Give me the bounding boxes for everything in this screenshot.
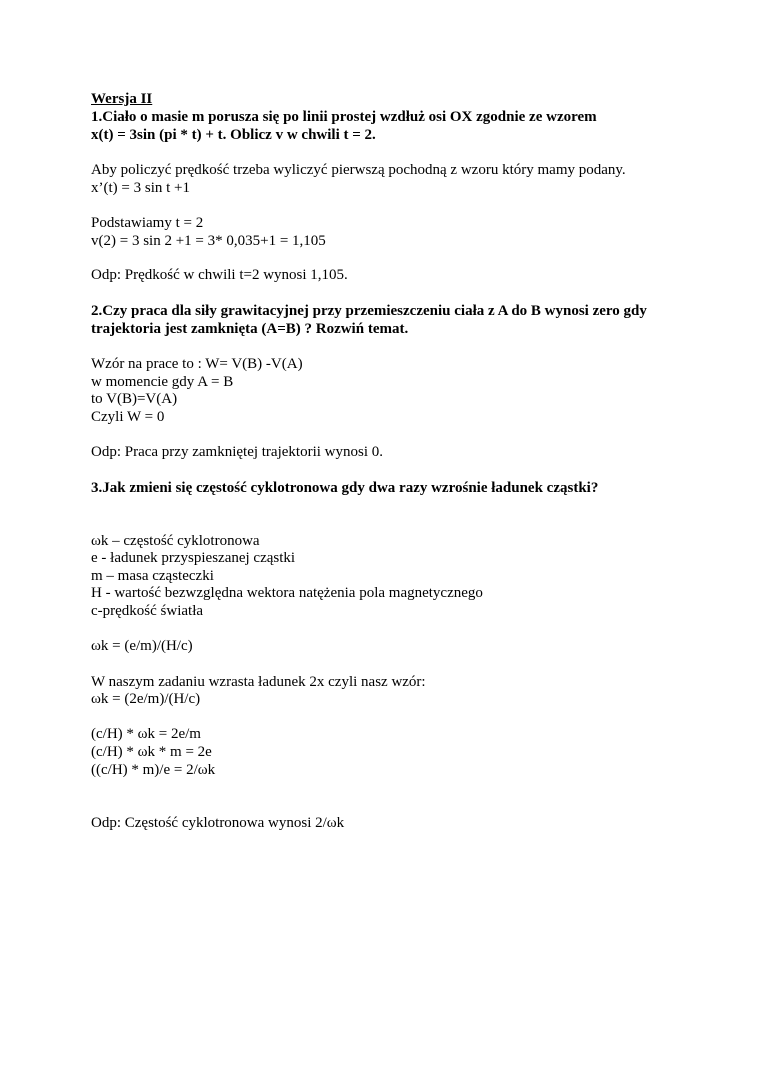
- q3-definition: m – masa cząsteczki: [91, 568, 214, 584]
- q1-heading-line-1: 1.Ciało o masie m porusza się po linii prostej wzdłuż osi OX zgodnie ze wzorem: [91, 109, 597, 125]
- q3-definition: ωk – częstość cyklotronowa: [91, 533, 260, 549]
- q3-formula: ωk = (e/m)/(H/c): [91, 638, 193, 654]
- version-title: Wersja II: [91, 91, 153, 107]
- q3-definition: c-prędkość światła: [91, 603, 204, 619]
- q2-text-line: w momencie gdy A = B: [91, 374, 234, 390]
- q2-answer: Odp: Praca przy zamkniętej trajektorii wynosi 0.: [91, 444, 383, 460]
- q1-heading-line-2: x(t) = 3sin (pi * t) + t. Oblicz v w chwili t = 2.: [91, 127, 376, 143]
- q3-definition: e - ładunek przyspieszanej cząstki: [91, 550, 296, 566]
- q3-derivation-line: ((c/H) * m)/e = 2/ωk: [91, 762, 216, 778]
- q3-derivation-line: (c/H) * ωk = 2e/m: [91, 726, 201, 742]
- q3-text-line: W naszym zadaniu wzrasta ładunek 2x czyli nasz wzór:: [91, 674, 426, 690]
- q2-text-line: Wzór na prace to : W= V(B) -V(A): [91, 356, 303, 372]
- q3-heading: 3.Jak zmieni się częstość cyklotronowa gdy dwa razy wzrośnie ładunek cząstki?: [91, 480, 599, 496]
- q1-answer: Odp: Prędkość w chwili t=2 wynosi 1,105.: [91, 267, 348, 283]
- q2-heading-line-1: 2.Czy praca dla siły grawitacyjnej przy przemieszczeniu ciała z A do B wynosi zero gdy: [91, 303, 647, 319]
- q2-heading-line-2: trajektoria jest zamknięta (A=B) ? Rozwiń temat.: [91, 321, 409, 337]
- q2-text-line: Czyli W = 0: [91, 409, 165, 425]
- q3-text-line: ωk = (2e/m)/(H/c): [91, 691, 201, 707]
- q3-definition: H - wartość bezwzględna wektora natężenia pola magnetycznego: [91, 585, 483, 601]
- q2-text-line: to V(B)=V(A): [91, 391, 178, 407]
- q1-text-line: x’(t) = 3 sin t +1: [91, 180, 190, 196]
- q1-text-line: Podstawiamy t = 2: [91, 215, 204, 231]
- q1-text-line: v(2) = 3 sin 2 +1 = 3* 0,035+1 = 1,105: [91, 233, 326, 249]
- q1-text-line: Aby policzyć prędkość trzeba wyliczyć pierwszą pochodną z wzoru który mamy podany.: [91, 162, 626, 178]
- q3-answer: Odp: Częstość cyklotronowa wynosi 2/ωk: [91, 815, 345, 831]
- q3-derivation-line: (c/H) * ωk * m = 2e: [91, 744, 212, 760]
